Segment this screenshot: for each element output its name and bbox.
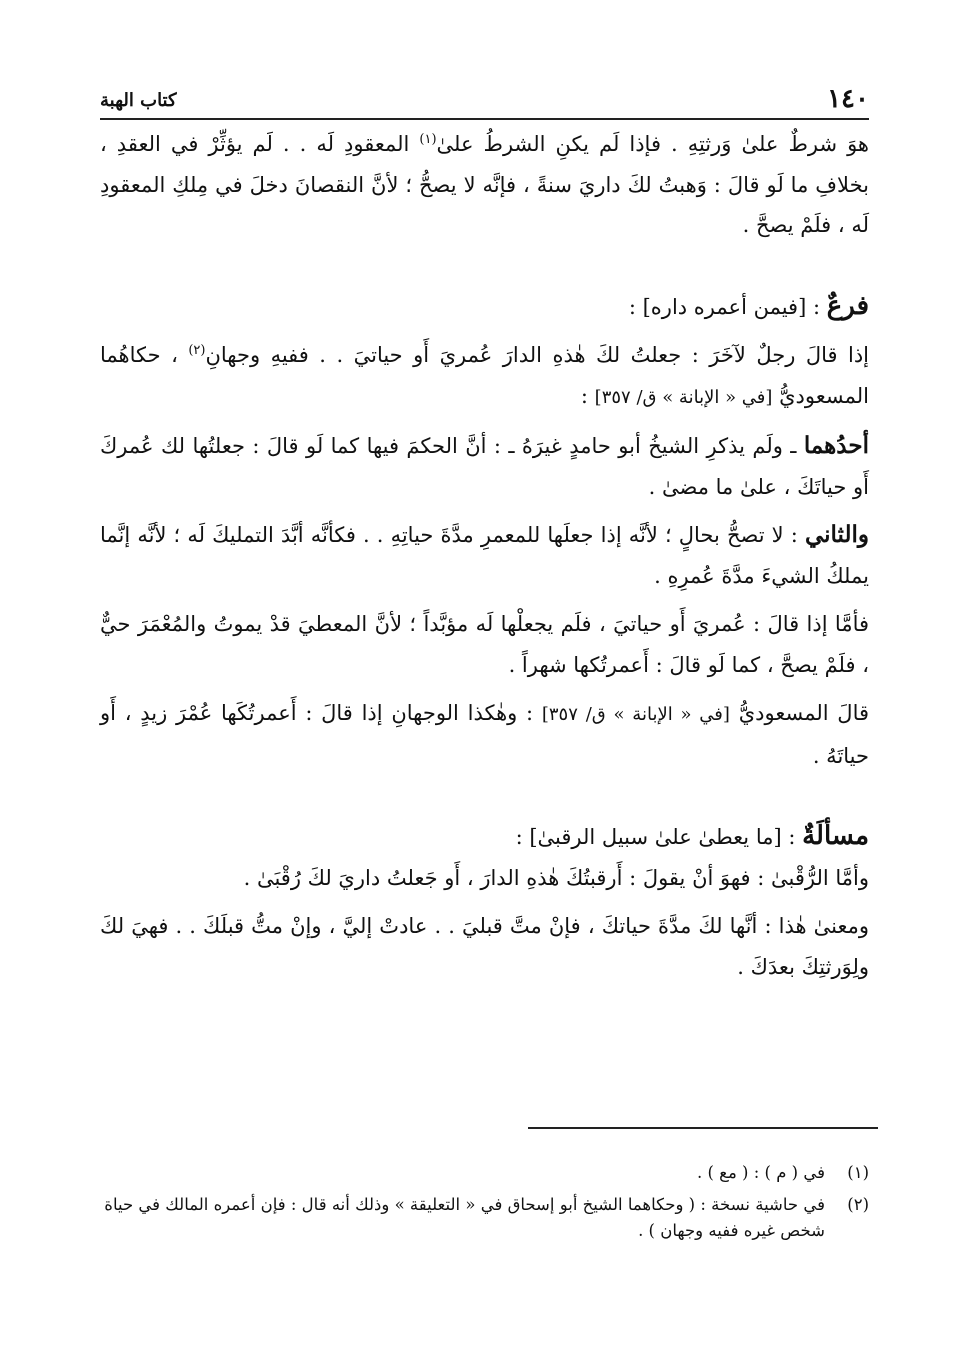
section-heading-masala-title: مسألَةٌ: [802, 821, 869, 851]
section-heading-title: فرعٌ: [826, 290, 869, 321]
paragraph-2-text-a: إذا قالَ رجلٌ لآخَرَ : جعلتُ لكَ هٰذهِ الدارَ عُمريَ أَو حياتيَ . . ففيهِ وجهانِ: [205, 343, 870, 367]
paragraph-6: [100, 693, 869, 776]
paragraph-3: [100, 426, 869, 507]
running-title: كتاب الهبة: [100, 90, 177, 111]
section-heading-subtitle: : [فيمن أعمره داره] :: [628, 294, 827, 319]
paragraph-7: وأمَّا الرُّقْبىٰ : فهوَ أنْ يقولَ : أَرقبتُكَ هٰذهِ الدارَ ، أَو جَعلتُ داريَ لكَ رُقْبَىٰ .: [243, 865, 869, 890]
paragraph-6-text-a: قالَ المسعوديُّ: [729, 701, 870, 725]
section-heading-far: [100, 286, 869, 328]
footnote-2: [100, 1192, 869, 1244]
paragraph-3-lead: أحدُهما: [803, 432, 869, 459]
footnote-separator: [528, 1127, 878, 1129]
paragraph-4: [100, 515, 869, 596]
paragraph-2-text-c: :: [580, 383, 595, 408]
footnote-1-number: (١): [847, 1163, 869, 1182]
footnote-2-text: في حاشية نسخة : ( وحكاهما الشيخ أبو إسحاق في « التعليقة » وذلك أنه قال : فإن أعمره المالك في حياة شخص غيره ففيه وجهان ) .: [104, 1195, 825, 1240]
section-heading-masala-subtitle: : [ما يعطىٰ علىٰ سبيل الرقبىٰ] :: [515, 825, 803, 849]
paragraph-1-text-b: المعقودِ لَه . . لَم يؤثِّرْ في العقدِ ، بخلافِ ما لَو قالَ : وَهبتُ لكَ داريَ سنةً ، فإنَّه لا يصحُّ ؛ لأنَّ النقصانَ دخلَ في مِلكِ المعقودِ لَه ، فلَمْ يصحَّ .: [100, 132, 869, 237]
section-heading-masala: [100, 816, 869, 858]
paragraph-2: [100, 335, 869, 418]
footnote-1-text: في ( م ) : ( مع ) .: [697, 1163, 825, 1182]
footnote-2-number: (٢): [847, 1195, 869, 1214]
citation-ref-2: [في « الإبانة » ق/ ٣٥٧]: [541, 704, 730, 725]
footnote-1: [100, 1160, 869, 1186]
footnotes: [100, 1160, 869, 1250]
paragraph-5: فأمَّا إذا قالَ : عُمريَ أَو حياتيَ ، فلَم يجعلْها لَه مؤبَّداً ؛ لأنَّ المعطيَ قدْ يموتُ والمُعْمَرَ حيٌّ ، فلَمْ يصحَّ ، كما لَو قالَ : أَعمرتُكها شهراً .: [100, 612, 869, 677]
paragraph-6-text-b: : وهٰكذا الوجهانِ إذا قالَ : أَعمرتُكَها عُمْرَ زيدٍ ، أَو حياتَهُ .: [100, 701, 869, 768]
paragraph-4-text: : لا تصحُّ بحالٍ ؛ لأنَّه إذا جعلَها للمعمرِ مدَّةَ حياتِهِ . . فكأنَّه أبَّدَ التمليكَ لَه ؛ لأنَّه إنَّما يملكُ الشيءَ مدَّةَ عُمرِهِ .: [100, 523, 869, 588]
footnote-ref-2: (٢): [188, 343, 206, 358]
paragraph-2-text-b: ، حكاهُما المسعوديُّ: [100, 343, 869, 408]
page-header: [100, 84, 869, 120]
main-text: [100, 124, 869, 987]
paragraph-1: [100, 124, 869, 246]
page-number: ١٤٠: [827, 84, 869, 114]
paragraph-4-lead: والثاني: [804, 521, 869, 548]
paragraph-8: ومعنىٰ هٰذا : أنَّها لكَ مدَّةَ حياتكَ ، فإنْ متَّ قبليَ . . عادتْ إليَّ ، وإنْ متُّ قبلَكَ . . فهيَ لكَ ولِوَرثتِكَ بعدَكَ .: [100, 914, 869, 979]
citation-ref: [في « الإبانة » ق/ ٣٥٧]: [594, 386, 773, 408]
paragraph-1-text-a: هوَ شرطٌ علىٰ وَرثتِهِ . فإذا لَم يكنِ الشرطُ علىٰ: [436, 132, 870, 156]
footnote-ref-1: (١): [419, 132, 437, 147]
paragraph-3-text: ـ ولَم يذكرِ الشيخُ أبو حامدٍ غيرَهُ ـ : أنَّ الحكمَ فيها كما لَو قالَ : جعلتُها لك عُمركَ أَو حياتَكَ ، علىٰ ما مضىٰ .: [100, 434, 869, 499]
